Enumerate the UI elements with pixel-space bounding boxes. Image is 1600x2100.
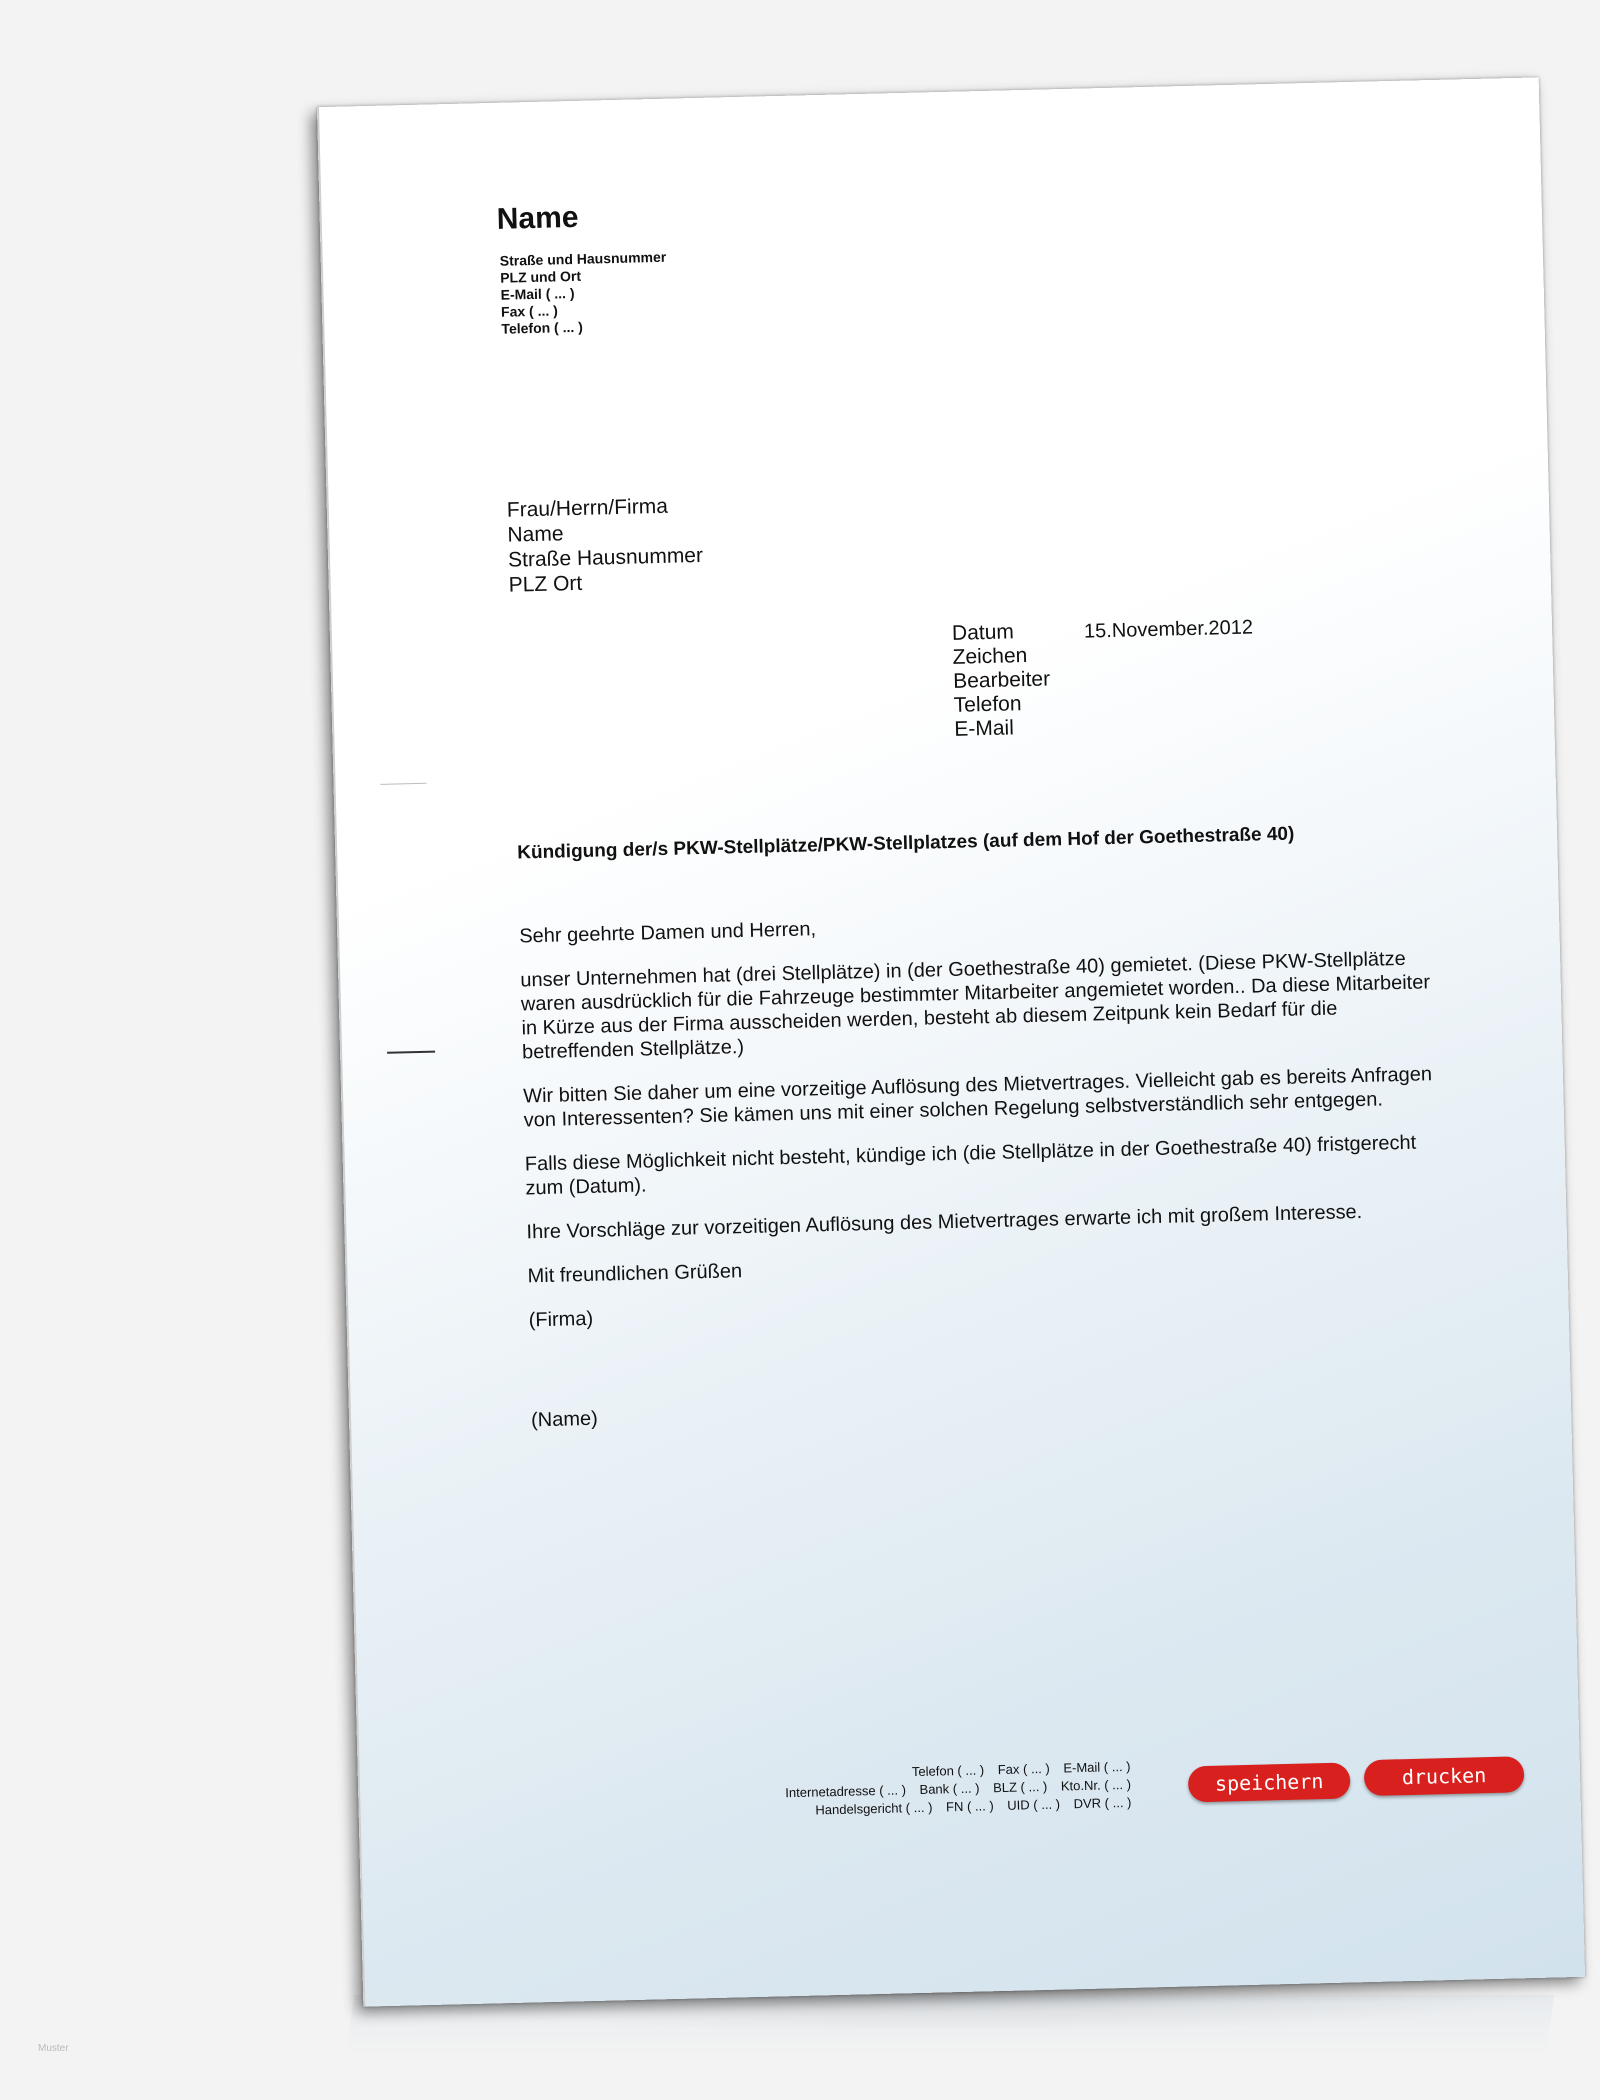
letter-closing: Mit freundlichen Grüßen xyxy=(527,1260,743,1288)
punch-mark xyxy=(387,1051,435,1054)
sender-street: Straße und Hausnummer xyxy=(499,248,667,269)
save-button[interactable]: speichern xyxy=(1188,1762,1351,1802)
sender-name: Name xyxy=(496,200,579,236)
footer-account: Kto.Nr. ( ... ) xyxy=(1060,1776,1132,1794)
footer-phone: Telefon ( ... ) xyxy=(911,1762,985,1780)
recipient-address-block xyxy=(507,493,704,598)
meta-label-reference: Zeichen xyxy=(952,644,1028,669)
meta-label-editor: Bearbeiter xyxy=(952,667,1051,693)
footer-court: Handelsgericht ( ... ) xyxy=(815,1799,933,1818)
body-paragraph: Falls diese Möglichkeit nicht besteht, kündige ich (die Stellplätze in der Goethestraße 40) fristgerecht zum (Datum). xyxy=(524,1131,1417,1200)
meta-label-phone: Telefon xyxy=(953,692,1022,717)
footer-fn: FN ( ... ) xyxy=(945,1798,994,1815)
sender-fax: Fax ( ... ) xyxy=(500,302,559,320)
fold-mark xyxy=(381,783,427,785)
footer-website: Internetadresse ( ... ) xyxy=(785,1782,907,1801)
footer-company-info xyxy=(775,1758,1132,1821)
meta-label-date: Datum xyxy=(951,620,1015,645)
recipient-city: PLZ Ort xyxy=(508,571,583,597)
footer-email: E-Mail ( ... ) xyxy=(1063,1758,1131,1776)
letter-date: 15.November.2012 xyxy=(1083,616,1254,643)
footer-dvr: DVR ( ... ) xyxy=(1073,1794,1132,1812)
footer-uid: UID ( ... ) xyxy=(1007,1796,1061,1813)
body-paragraph: Wir bitten Sie daher um eine vorzeitige Auflösung des Mietvertrages. Vielleicht gab es bereits Anfragen von Interessenten? Sie kämen uns mit einer solchen Regelung selbstverständlich sehr entgegen. xyxy=(522,1063,1433,1132)
footer-fax: Fax ( ... ) xyxy=(997,1760,1050,1778)
sender-city: PLZ und Ort xyxy=(499,267,582,286)
letter-subject: Kündigung der/s PKW-Stellplätze/PKW-Stellplatzes (auf dem Hof der Goethestraße 40) xyxy=(516,823,1295,864)
sender-address-block xyxy=(500,249,669,338)
letter-page xyxy=(317,77,1585,2006)
body-paragraph: unser Unternehmen hat (drei Stellplätze) in (der Goethestraße 40) gemietet. (Diese PKW-Stellplätze waren ausdrücklich für die Fahrzeuge bestimmter Mitarbeiter angemietet worden.. Da diese Mitarbeiter in Kürze aus der Firma ausscheiden werden, besteht ab diesem Zeitpunk kein Bedarf für die betreffenden Stellplätze.) xyxy=(520,947,1431,1064)
letter-body xyxy=(519,902,1452,1452)
page-reflection xyxy=(346,1995,1554,2055)
footer-bank: Bank ( ... ) xyxy=(919,1780,980,1797)
footer-blz: BLZ ( ... ) xyxy=(992,1778,1048,1796)
watermark-text: Muster xyxy=(38,2043,69,2054)
body-paragraph: Ihre Vorschläge zur vorzeitigen Auflösung des Mietvertrages erwarte ich mit großem Interesse. xyxy=(526,1201,1363,1244)
print-button[interactable]: drucken xyxy=(1364,1756,1525,1796)
meta-label-email: E-Mail xyxy=(954,716,1015,741)
recipient-salutation-line: Frau/Herrn/Firma xyxy=(506,494,669,522)
recipient-name: Name xyxy=(507,522,564,547)
sender-phone: Telefon ( ... ) xyxy=(501,318,584,337)
letter-salutation: Sehr geehrte Damen und Herren, xyxy=(519,918,817,948)
letter-company: (Firma) xyxy=(528,1307,594,1332)
sender-email: E-Mail ( ... ) xyxy=(500,284,575,303)
letter-signer: (Name) xyxy=(530,1407,599,1432)
recipient-street: Straße Hausnummer xyxy=(507,543,704,572)
reference-block xyxy=(952,619,1052,741)
